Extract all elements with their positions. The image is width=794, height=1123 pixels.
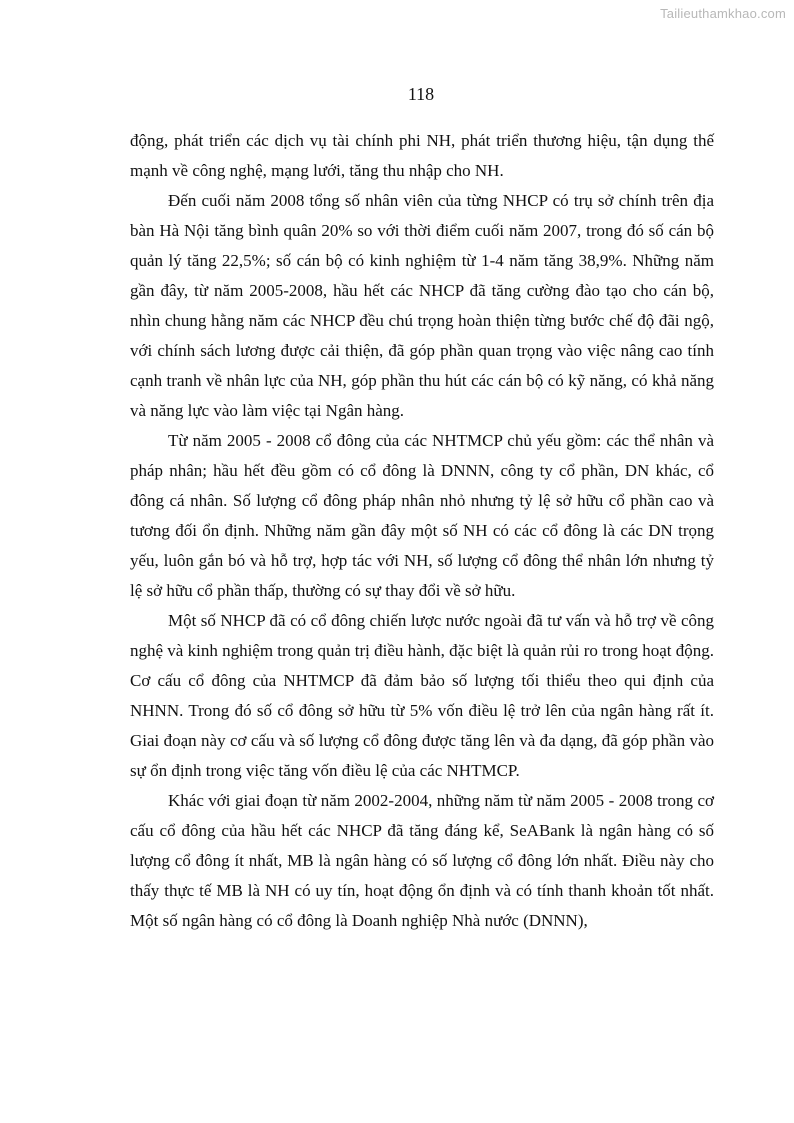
paragraph-5: Khác với giai đoạn từ năm 2002-2004, những năm từ năm 2005 - 2008 trong cơ cấu cổ đông của hầu hết các NHCP đã tăng đáng kể, SeABank là ngân hàng có số lượng cổ đông ít nhất, MB là ngân hàng có số lượng cổ đông lớn nhất. Điều này cho thấy thực tế MB là NH có uy tín, hoạt động ổn định và có tính thanh khoản tốt nhất. Một số ngân hàng có cổ đông là Doanh nghiệp Nhà nước (DNNN), — [130, 791, 714, 930]
paragraph-3: Từ năm 2005 - 2008 cổ đông của các NHTMCP chủ yếu gồm: các thể nhân và pháp nhân; hầu hết đều gồm có cổ đông là DNNN, công ty cổ phần, DN khác, cổ đông cá nhân. Số lượng cổ đông pháp nhân nhỏ nhưng tỷ lệ sở hữu cổ phần cao và tương đối ổn định. Những năm gần đây một số NH có các cổ đông là các DN trọng yếu, luôn gắn bó và hỗ trợ, hợp tác với NH, số lượng cổ đông thể nhân lớn nhưng tỷ lệ sở hữu cổ phần thấp, thường có sự thay đổi về sở hữu. — [130, 431, 714, 600]
document-body — [130, 126, 714, 936]
page-number: 118 — [407, 84, 435, 104]
paragraph-2: Đến cuối năm 2008 tổng số nhân viên của từng NHCP có trụ sở chính trên địa bàn Hà Nội tăng bình quân 20% so với thời điểm cuối năm 2007, trong đó số cán bộ quản lý tăng 22,5%; số cán bộ có kinh nghiệm từ 1-4 năm tăng 38,9%. Những năm gần đây, từ năm 2005-2008, hầu hết các NHCP đã tăng cường đào tạo cho cán bộ, nhìn chung hằng năm các NHCP đều chú trọng hoàn thiện từng bước chế độ đãi ngộ, với chính sách lương được cải thiện, đã góp phần quan trọng vào việc nâng cao tính cạnh tranh về nhân lực của NH, góp phần thu hút các cán bộ có kỹ năng, có khả năng và năng lực vào làm việc tại Ngân hàng. — [130, 191, 714, 420]
paragraph-1: động, phát triển các dịch vụ tài chính phi NH, phát triển thương hiệu, tận dụng thế mạnh về công nghệ, mạng lưới, tăng thu nhập cho NH. — [130, 131, 714, 180]
watermark-text: Tailieuthamkhao.com — [660, 6, 786, 21]
paragraph-4: Một số NHCP đã có cổ đông chiến lược nước ngoài đã tư vấn và hỗ trợ về công nghệ và kinh nghiệm trong quản trị điều hành, đặc biệt là quản rủi ro trong hoạt động. Cơ cấu cổ đông của NHTMCP đã đảm bảo số lượng tối thiểu theo qui định của NHNN. Trong đó số cổ đông sở hữu từ 5% vốn điều lệ trở lên của ngân hàng rất ít. Giai đoạn này cơ cấu và số lượng cổ đông được tăng lên và đa dạng, đã góp phần vào sự ổn định trong việc tăng vốn điều lệ của các NHTMCP. — [130, 611, 715, 780]
